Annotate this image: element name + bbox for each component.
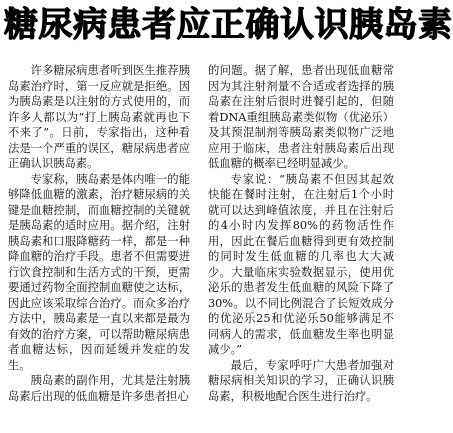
article-column-right (208, 63, 394, 429)
paragraph: 胰岛素的副作用，尤其是注射胰岛素后出现的低血糖是许多患者担心 (8, 374, 190, 403)
paragraph: 专家称，胰岛素是体内唯一的能够降低血糖的激素，治疗糖尿病的关键是血糖控制，而血糖控制的关键就是胰岛素的适时应用。据介绍，注射胰岛素和口服降糖药一样，都是一种降血糖的治疗手段。患者不但需要进行饮食控制和生活方式的干预，更需要通过药物全面控制血糖使之达标，因此应该采取综合治疗。而众多治疗方法中，胰岛素是一直以来都是最为有效的治疗方案，可以帮助糖尿病患者血糖达标，因而延缓并发症的发生。 (8, 172, 190, 372)
paragraph: 最后，专家呼吁广大患者加强对糖尿病相关知识的学习，正确认识胰岛素，积极地配合医生进行治疗。 (208, 358, 394, 403)
article-column-left (8, 63, 190, 429)
article-headline: 糖尿病患者应正确认识胰岛素 (4, 5, 453, 45)
paragraph: 专家说：“胰岛素不但因其起效快能在餐时注射，在注射后1个小时就可以达到峰值浓度，并且在注射后的4小时内发挥80%的药物活性作用，因此在餐后血糖得到更有效控制的同时发生低血糖的几率也大大减少。大量临床实验数据显示，使用优泌乐的患者发生低血糖的风险下降了30%。以不同比例混合了长短效成分的优泌乐25和优泌乐50能够满足不同病人的需求，低血糖发生率也明显减少。” (208, 172, 394, 356)
paragraph: 的问题。据了解，患者出现低血糖常因为其注射剂量不合适或者选择的胰岛素在注射后很时进餐引起的，但随着DNA重组胰岛素类似物（优泌乐）及其预混制剂等胰岛素类似物广泛地应用于临床，患者注射胰岛素后出现低血糖的概率已经明显减少。 (208, 64, 394, 170)
paragraph: 许多糖尿病患者听到医生推荐胰岛素治疗时，第一反应就是拒绝。因为胰岛素是以注射的方式使用的，而许多人都以为“打上胰岛素就再也下不来了”。日前，专家指出，这种看法是一个严重的误区，糖尿病患者应正确认识胰岛素。 (8, 64, 190, 170)
